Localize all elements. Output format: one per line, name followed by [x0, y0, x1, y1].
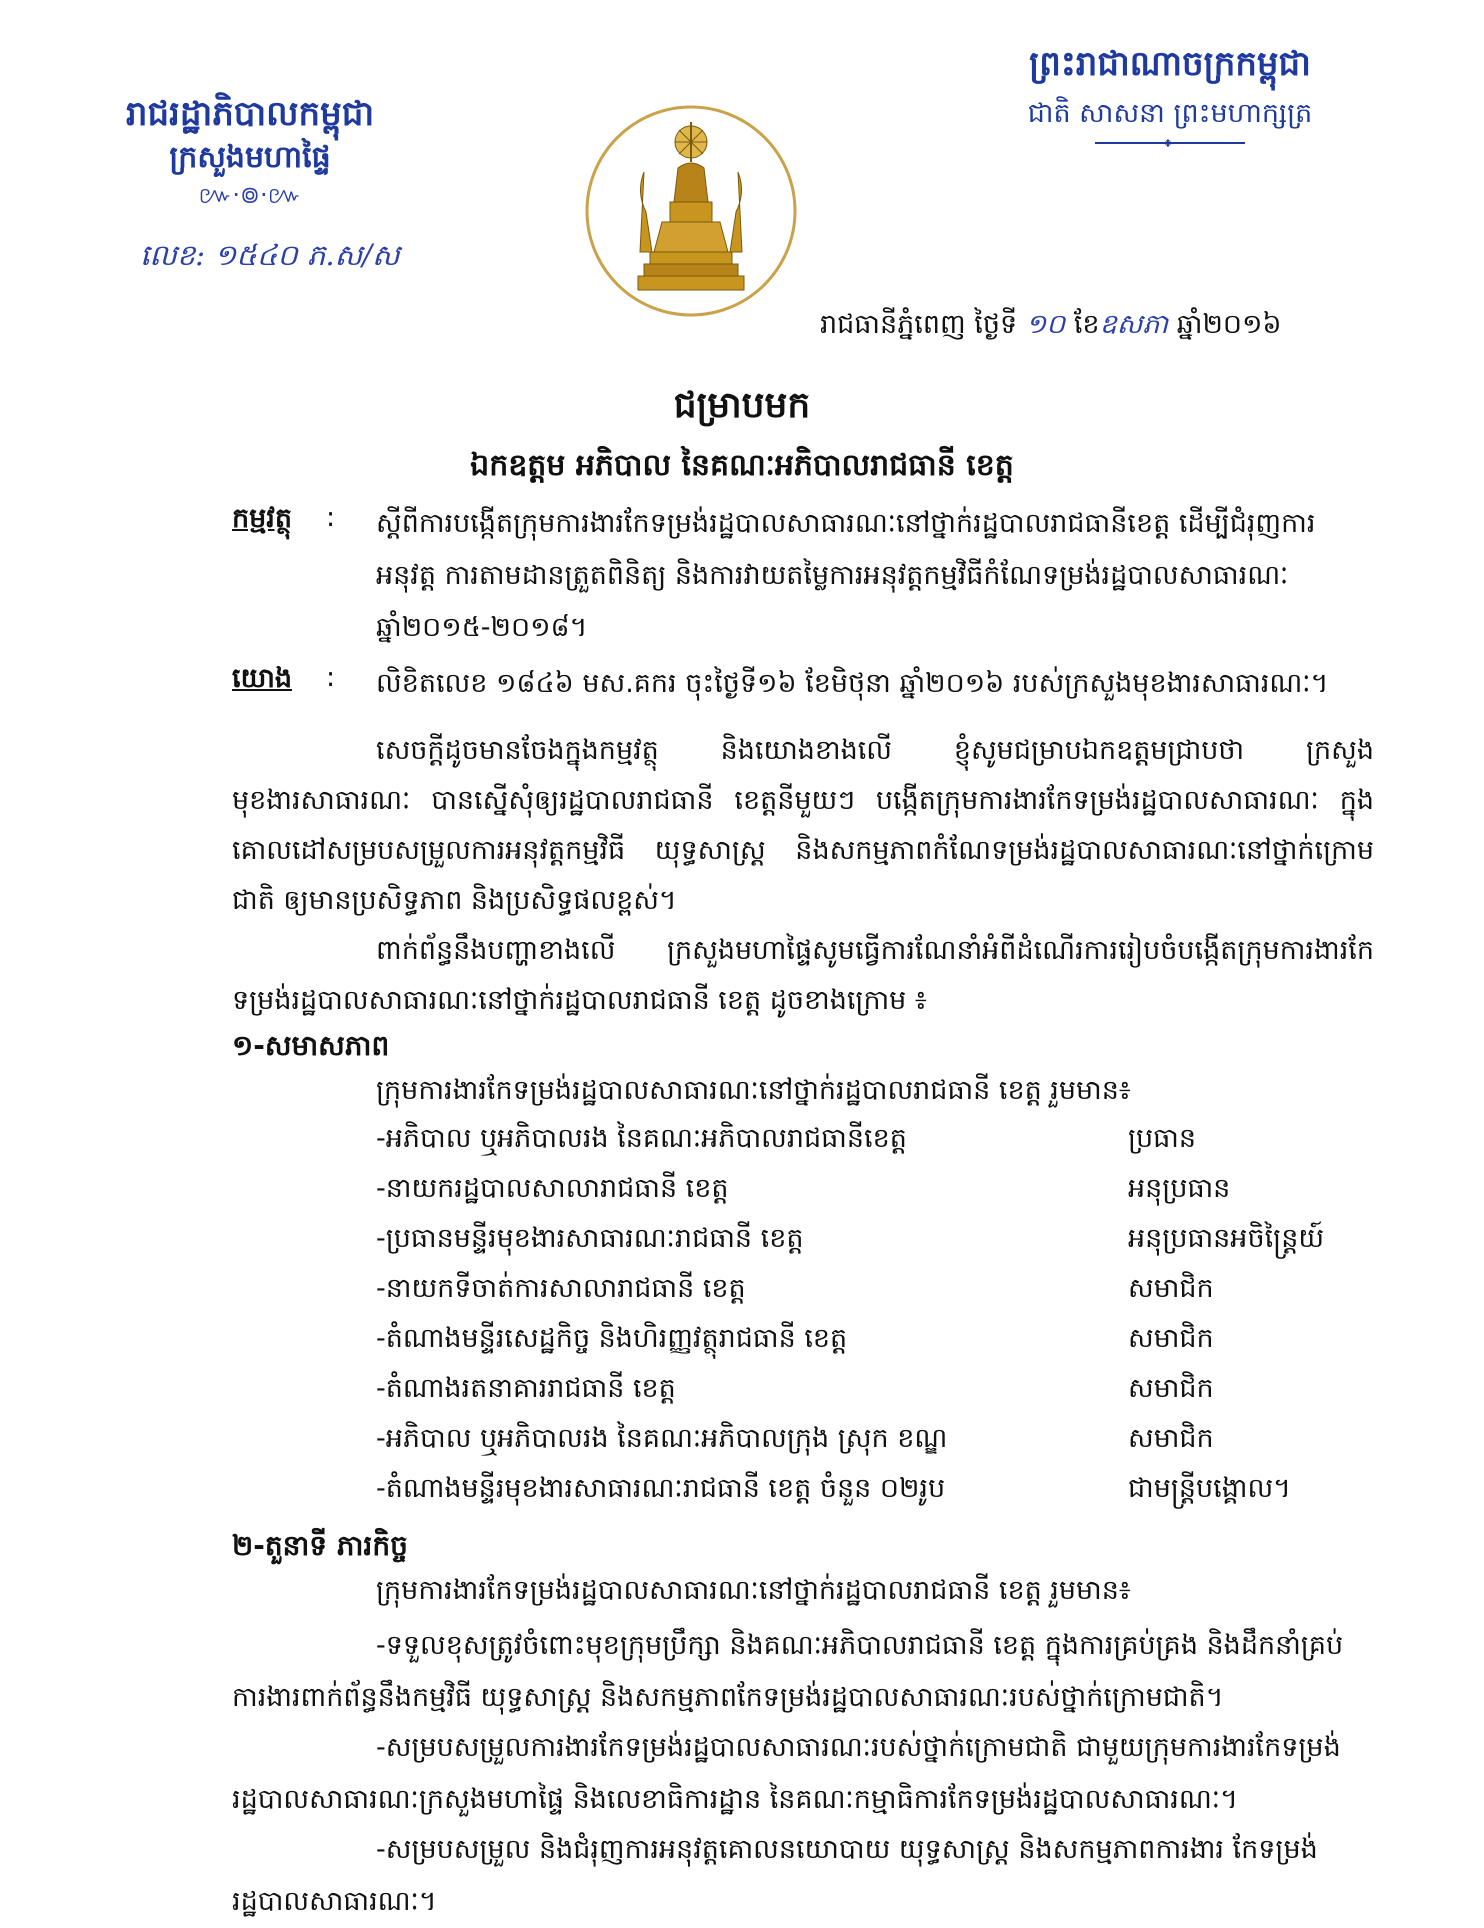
divider-ornament: ❖: [1163, 137, 1173, 150]
subject-colon: :: [326, 502, 336, 533]
member-position: សមាជិក: [1128, 1323, 1214, 1354]
date-place: រាជធានីភ្នំពេញ ថ្ងៃទី: [820, 309, 1018, 340]
member-role: -តំណាងរតនាគាររាជធានី ខេត្ត: [376, 1373, 676, 1404]
member-row: [376, 1422, 1376, 1472]
member-row: [376, 1172, 1376, 1222]
member-row: [376, 1272, 1376, 1322]
date-month: ឧសភា: [1099, 309, 1169, 340]
section-intro: ក្រុមការងារកែទម្រង់រដ្ឋបាលសាធារណៈនៅថ្នាក់រដ្ឋបាលរាជធានី ខេត្ត រួមមាន៖: [376, 1575, 1131, 1606]
date-month-label: ខែ: [1073, 309, 1100, 340]
member-position: សមាជិក: [1128, 1273, 1214, 1304]
reference-label: យោង: [232, 663, 292, 694]
member-role: -ប្រធានមន្ទីរមុខងារសាធារណៈរាជធានី ខេត្ត: [376, 1223, 804, 1254]
government-name: រាជរដ្ឋាភិបាលកម្ពុជា: [125, 94, 375, 134]
reference-colon: :: [326, 662, 336, 693]
duty-item: -សម្របសម្រួល និងជំរុញការអនុវត្តគោលនយោបាយ យុទ្ធសាស្ត្រ និងសកម្មភាពការងារ កែទម្រង់រដ្ឋបាលសាធារណៈ។: [232, 1834, 1318, 1917]
body-paragraph-1: សេចក្តីដូចមានចែងក្នុងកម្មវត្ថុ និងយោងខាងលើ ខ្ញុំសូមជម្រាបឯកឧត្តមជ្រាបថា ក្រសួងមុខងារសាធារណៈ បានស្នើសុំឲ្យរដ្ឋបាលរាជធានី ខេត្តនីមួយៗ បង្កើតក្រុមការងារកែទម្រង់រដ្ឋបាលសាធារណៈ ក្នុងគោលដៅសម្របសម្រួលការអនុវត្តកម្មវិធី យុទ្ធសាស្ត្រ និងសកម្មភាពកំណែទម្រង់រដ្ឋបាលសាធារណៈនៅថ្នាក់ក្រោមជាតិ ឲ្យមានប្រសិទ្ធភាព និងប្រសិទ្ធផលខ្ពស់។: [232, 735, 1374, 916]
member-position: សមាជិក: [1128, 1373, 1214, 1404]
ministry-header: [100, 92, 400, 210]
subject-label: កម្មវត្ថុ: [232, 503, 292, 534]
date-year: ឆ្នាំ២០១៦: [1176, 309, 1282, 340]
duty-item: -ទទួលខុសត្រូវចំពោះមុខក្រុមប្រឹក្សា និងគណៈអភិបាលរាជធានី ខេត្ត ក្នុងការគ្រប់គ្រង និងដឹកនាំគ្រប់ការងារពាក់ព័ន្ធនឹងកម្មវិធី យុទ្ធសាស្ត្រ និងសកម្មភាពកែទម្រង់រដ្ឋបាលសាធារណៈរបស់ថ្នាក់ក្រោមជាតិ។: [232, 1630, 1344, 1713]
member-role: -តំណាងមន្ទីរមុខងារសាធារណៈរាជធានី ខេត្ត ចំនួន ០២រូប: [376, 1473, 946, 1504]
member-role: -តំណាងមន្ទីរសេដ្ឋកិច្ច និងហិរញ្ញវត្ថុរាជធានី ខេត្ត: [376, 1323, 848, 1354]
member-position: ប្រធាន: [1128, 1123, 1197, 1154]
date-line: [820, 308, 1282, 347]
document-number-label: លេខ:: [140, 238, 205, 272]
member-role: -នាយកទីចាត់ការសាលារាជធានី ខេត្ត: [376, 1273, 746, 1304]
section-intro: ក្រុមការងារកែទម្រង់រដ្ឋបាលសាធារណៈនៅថ្នាក់រដ្ឋបាលរាជធានី ខេត្ត រួមមាន៖: [376, 1075, 1131, 1106]
member-position: អនុប្រធានអចិន្ត្រៃយ៍: [1128, 1223, 1325, 1254]
recipient-line: ឯកឧត្តម អភិបាល នៃគណៈអភិបាលរាជធានី ខេត្ត: [470, 448, 1014, 483]
member-position: សមាជិក: [1128, 1423, 1214, 1454]
ministry-name: ក្រសួងមហាផ្ទៃ: [169, 140, 331, 175]
kingdom-header: [950, 38, 1390, 148]
reference-text: លិខិតលេខ ១៨៤៦ មស.គករ ចុះថ្ងៃទី១៦ ខែមិថុនា ឆ្នាំ២០១៦ របស់ក្រសួងមុខងារសាធារណៈ។: [376, 668, 1329, 699]
member-role: -អភិបាល ឬអភិបាលរង នៃគណៈអភិបាលរាជធានីខេត្ត: [376, 1123, 907, 1154]
date-day: ១០: [1025, 309, 1066, 340]
kingdom-name: ព្រះរាជាណាចក្រកម្ពុជា: [1029, 44, 1311, 84]
member-row: [376, 1222, 1376, 1272]
recipient-title: ជម្រាបមក: [673, 385, 811, 426]
section-heading-duties: ២-តួនាទី ភារកិច្ច: [232, 1529, 408, 1562]
document-number: [140, 238, 400, 280]
member-row: [376, 1372, 1376, 1422]
member-row: [376, 1322, 1376, 1372]
royal-seal-emblem: [582, 102, 800, 320]
section-heading-composition: ១-សមាសភាព: [232, 1029, 390, 1062]
document-number-value: ១៥៤០ ភ.ស/ស: [214, 238, 400, 272]
motto-divider: [1095, 137, 1245, 150]
kingdom-motto: ជាតិ សាសនា ព្រះមហាក្សត្រ: [1027, 98, 1313, 129]
member-row: [376, 1122, 1376, 1172]
subject-text: ស្តីពីការបង្កើតក្រុមការងារកែទម្រង់រដ្ឋបាលសាធារណៈនៅថ្នាក់រដ្ឋបាលរាជធានីខេត្ត ដើម្បីជំរុញការអនុវត្ត ការតាមដានត្រួតពិនិត្យ និងការវាយតម្លៃការអនុវត្តកម្មវិធីកំណែទម្រង់រដ្ឋបាលសាធារណៈ ឆ្នាំ២០១៥-២០១៨។: [376, 508, 1316, 643]
member-row: [376, 1472, 1376, 1522]
member-position: អនុប្រធាន: [1128, 1173, 1231, 1204]
member-role: -នាយករដ្ឋបាលសាលារាជធានី ខេត្ត: [376, 1173, 729, 1204]
member-position: ជាមន្ត្រីបង្គោល។: [1128, 1473, 1291, 1504]
duty-item: -សម្របសម្រួលការងារកែទម្រង់រដ្ឋបាលសាធារណៈរបស់ថ្នាក់ក្រោមជាតិ ជាមួយក្រុមការងារកែទម្រង់រដ្ឋបាលសាធារណៈក្រសួងមហាផ្ទៃ និងលេខាធិការដ្ឋាន នៃគណៈកម្មាធិការកែទម្រង់រដ្ឋបាលសាធារណៈ។: [232, 1732, 1341, 1815]
header-ornament: ៚·៙·៚: [198, 181, 302, 209]
member-role: -អភិបាល ឬអភិបាលរង នៃគណៈអភិបាលក្រុង ស្រុក ខណ្ឌ: [376, 1423, 948, 1454]
body-paragraph-2: ពាក់ព័ន្ធនឹងបញ្ហាខាងលើ ក្រសួងមហាផ្ទៃសូមធ្វើការណែនាំអំពីដំណើរការរៀបចំបង្កើតក្រុមការងារកែទម្រង់រដ្ឋបាលសាធារណៈនៅថ្នាក់រដ្ឋបាលរាជធានី ខេត្ត ដូចខាងក្រោម ៖: [232, 935, 1374, 1016]
